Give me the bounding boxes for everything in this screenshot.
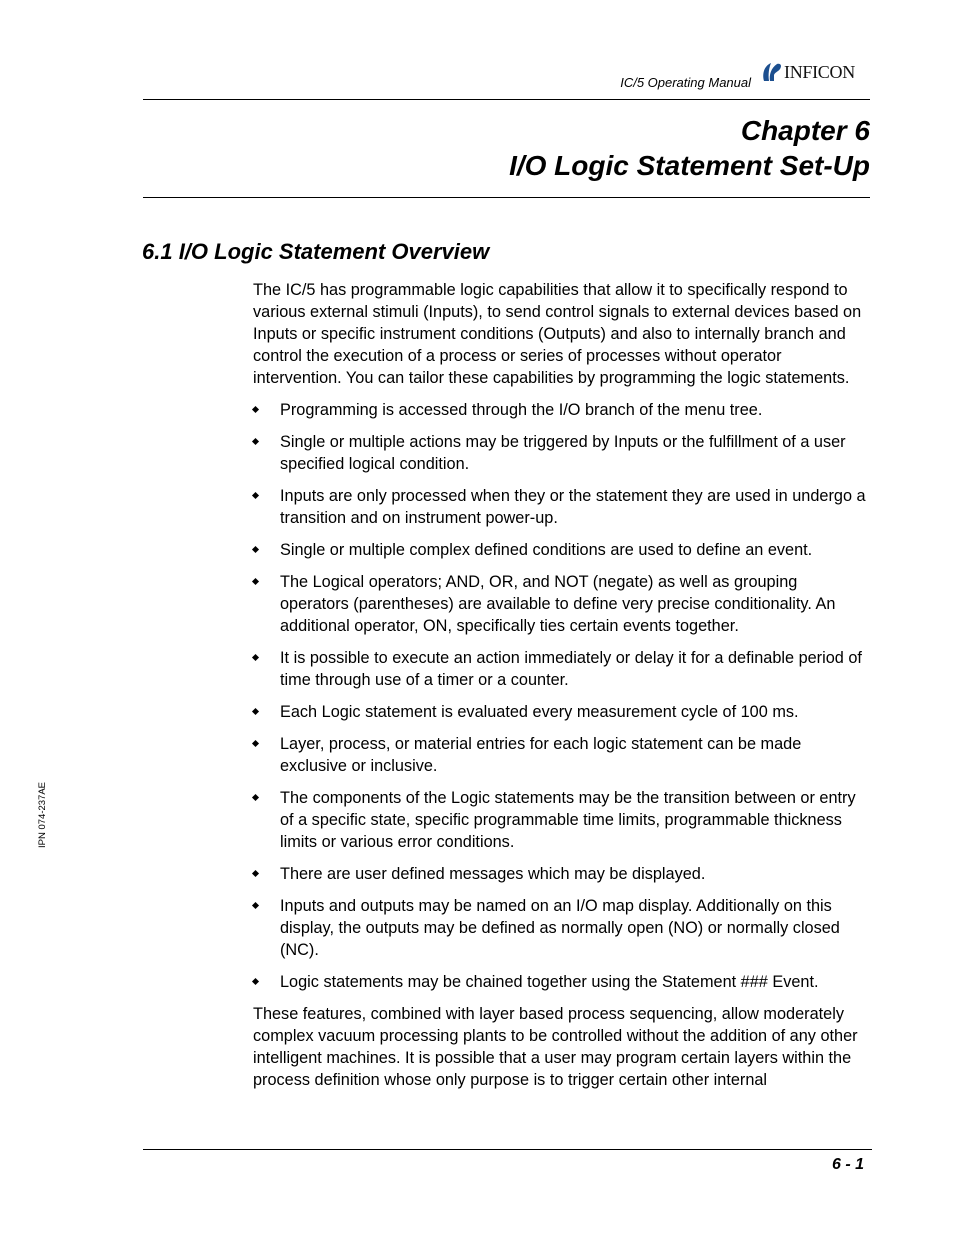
- chapter-rule: [143, 197, 870, 198]
- list-item-text: Single or multiple complex defined conditions are used to define an event.: [280, 541, 813, 559]
- intro-paragraph: The IC/5 has programmable logic capabilities that allow it to specifically respond to various external stimuli (Inputs), to send control signals to external devices based on Inputs or specific instrument conditions (Outputs) and also to internally branch and control the execution of a process or series of processes without operator intervention. You can tailor these capabilities by programming the logic statements.: [253, 281, 862, 387]
- inficon-logo: [760, 58, 872, 84]
- diamond-bullet-icon: [252, 546, 259, 553]
- document-id: IPN 074-237AE: [37, 781, 48, 848]
- list-item: [253, 971, 869, 993]
- feature-list: [253, 399, 869, 993]
- diamond-bullet-icon: [252, 902, 259, 909]
- chapter-title: I/O Logic Statement Set-Up: [509, 150, 870, 181]
- list-item: [253, 787, 869, 853]
- list-item-text: Programming is accessed through the I/O branch of the menu tree.: [280, 401, 763, 419]
- list-item-text: Single or multiple actions may be triggered by Inputs or the fulfillment of a user specified logical condition.: [280, 433, 846, 473]
- list-item: [253, 399, 869, 421]
- list-item-text: Inputs and outputs may be named on an I/O map display. Additionally on this display, the outputs may be defined as normally open (NO) or normally closed (NC).: [280, 897, 840, 959]
- list-item-text: The Logical operators; AND, OR, and NOT (negate) as well as grouping operators (parentheses) are available to define very precise conditionality. An additional operator, ON, specifically ties certain events together.: [280, 573, 836, 635]
- list-item-text: The components of the Logic statements may be the transition between or entry of a specific state, specific programmable time limits, programmable thickness limits or various error conditions.: [280, 789, 856, 851]
- list-item-text: It is possible to execute an action immediately or delay it for a definable period of time through use of a timer or a counter.: [280, 649, 862, 689]
- list-item: [253, 571, 869, 637]
- list-item: [253, 733, 869, 777]
- manual-title: IC/5 Operating Manual: [620, 75, 751, 90]
- diamond-bullet-icon: [252, 578, 259, 585]
- list-item-text: Each Logic statement is evaluated every measurement cycle of 100 ms.: [280, 703, 799, 721]
- list-item: [253, 701, 869, 723]
- inficon-logo-icon: [760, 60, 784, 84]
- header-rule: [143, 99, 870, 100]
- closing-paragraph: These features, combined with layer based process sequencing, allow moderately complex vacuum processing plants to be controlled without the addition of any other intelligent machines. It is possible that a user may program certain layers within the process definition whose only purpose is to trigger certain other internal: [253, 1005, 858, 1089]
- diamond-bullet-icon: [252, 708, 259, 715]
- diamond-bullet-icon: [252, 438, 259, 445]
- diamond-bullet-icon: [252, 870, 259, 877]
- list-item: [253, 539, 869, 561]
- diamond-bullet-icon: [252, 740, 259, 747]
- list-item: [253, 863, 869, 885]
- section-heading: 6.1 I/O Logic Statement Overview: [142, 239, 490, 264]
- diamond-bullet-icon: [252, 654, 259, 661]
- page-number: 6 - 1: [831, 1156, 864, 1173]
- footer-rule: [143, 1149, 872, 1150]
- list-item-text: There are user defined messages which may be displayed.: [280, 865, 706, 883]
- list-item: [253, 647, 869, 691]
- chapter-number: Chapter 6: [740, 115, 870, 146]
- diamond-bullet-icon: [252, 492, 259, 499]
- list-item: [253, 431, 869, 475]
- diamond-bullet-icon: [252, 406, 259, 413]
- diamond-bullet-icon: [252, 978, 259, 985]
- list-item-text: Layer, process, or material entries for each logic statement can be made exclusive or inclusive.: [280, 735, 802, 775]
- list-item: [253, 485, 869, 529]
- list-item-text: Logic statements may be chained together using the Statement ### Event.: [280, 973, 819, 991]
- list-item-text: Inputs are only processed when they or the statement they are used in undergo a transition and on instrument power-up.: [280, 487, 866, 527]
- section-body: [253, 279, 869, 1091]
- diamond-bullet-icon: [252, 794, 259, 801]
- logo-text: INFICON: [784, 62, 855, 82]
- list-item: [253, 895, 869, 961]
